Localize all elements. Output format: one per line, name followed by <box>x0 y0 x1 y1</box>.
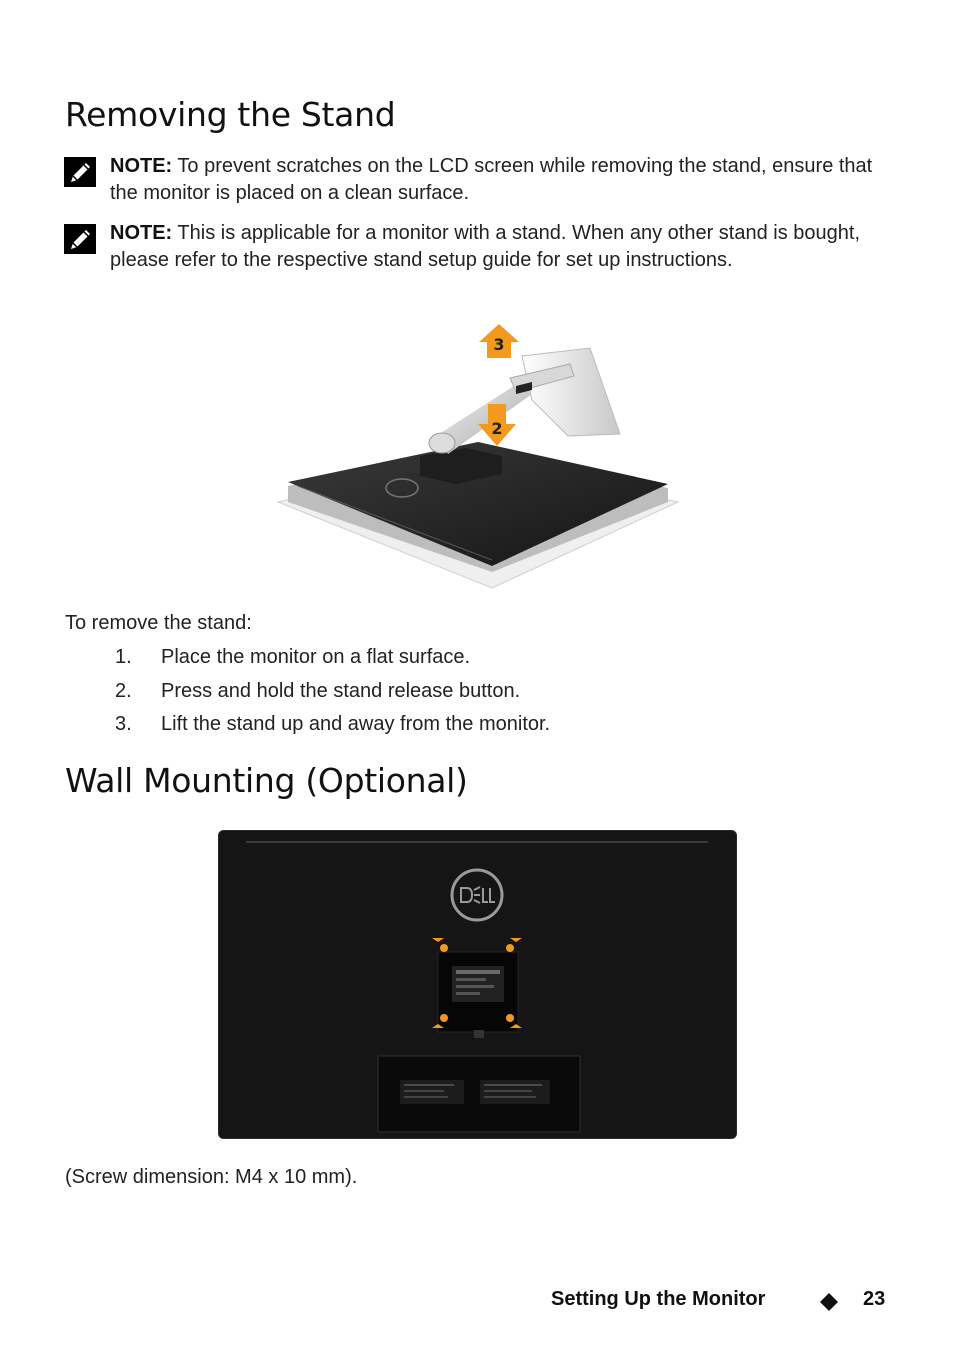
callout-lift: 3 <box>493 335 505 354</box>
diamond-bullet-icon <box>819 1292 839 1312</box>
heading-wall-mounting: Wall Mounting (Optional) <box>65 761 468 800</box>
note-pencil-icon <box>64 224 96 254</box>
heading-removing-the-stand: Removing the Stand <box>65 95 396 134</box>
note-text: This is applicable for a monitor with a stand. When any other stand is bought, please refer to the respective stand setup guide for set up instructions. <box>110 222 861 271</box>
note-text: To prevent scratches on the LCD screen while removing the stand, ensure that the monitor is placed on a clean surface. <box>110 155 873 204</box>
note-label: NOTE: <box>110 222 173 244</box>
stand-removal-illustration <box>270 308 690 594</box>
page-number: 23 <box>863 1288 886 1310</box>
note-label: NOTE: <box>110 155 173 177</box>
callout-release: 2 <box>491 419 503 438</box>
note-other-stand <box>64 220 884 274</box>
screw-dimension-caption: (Screw dimension: M4 x 10 mm). <box>65 1166 358 1188</box>
footer-section-title: Setting Up the Monitor <box>551 1288 766 1310</box>
note-pencil-icon <box>64 157 96 187</box>
note-scratches <box>64 153 884 207</box>
monitor-back-illustration <box>218 830 738 1140</box>
intro-text: To remove the stand: <box>65 612 252 634</box>
